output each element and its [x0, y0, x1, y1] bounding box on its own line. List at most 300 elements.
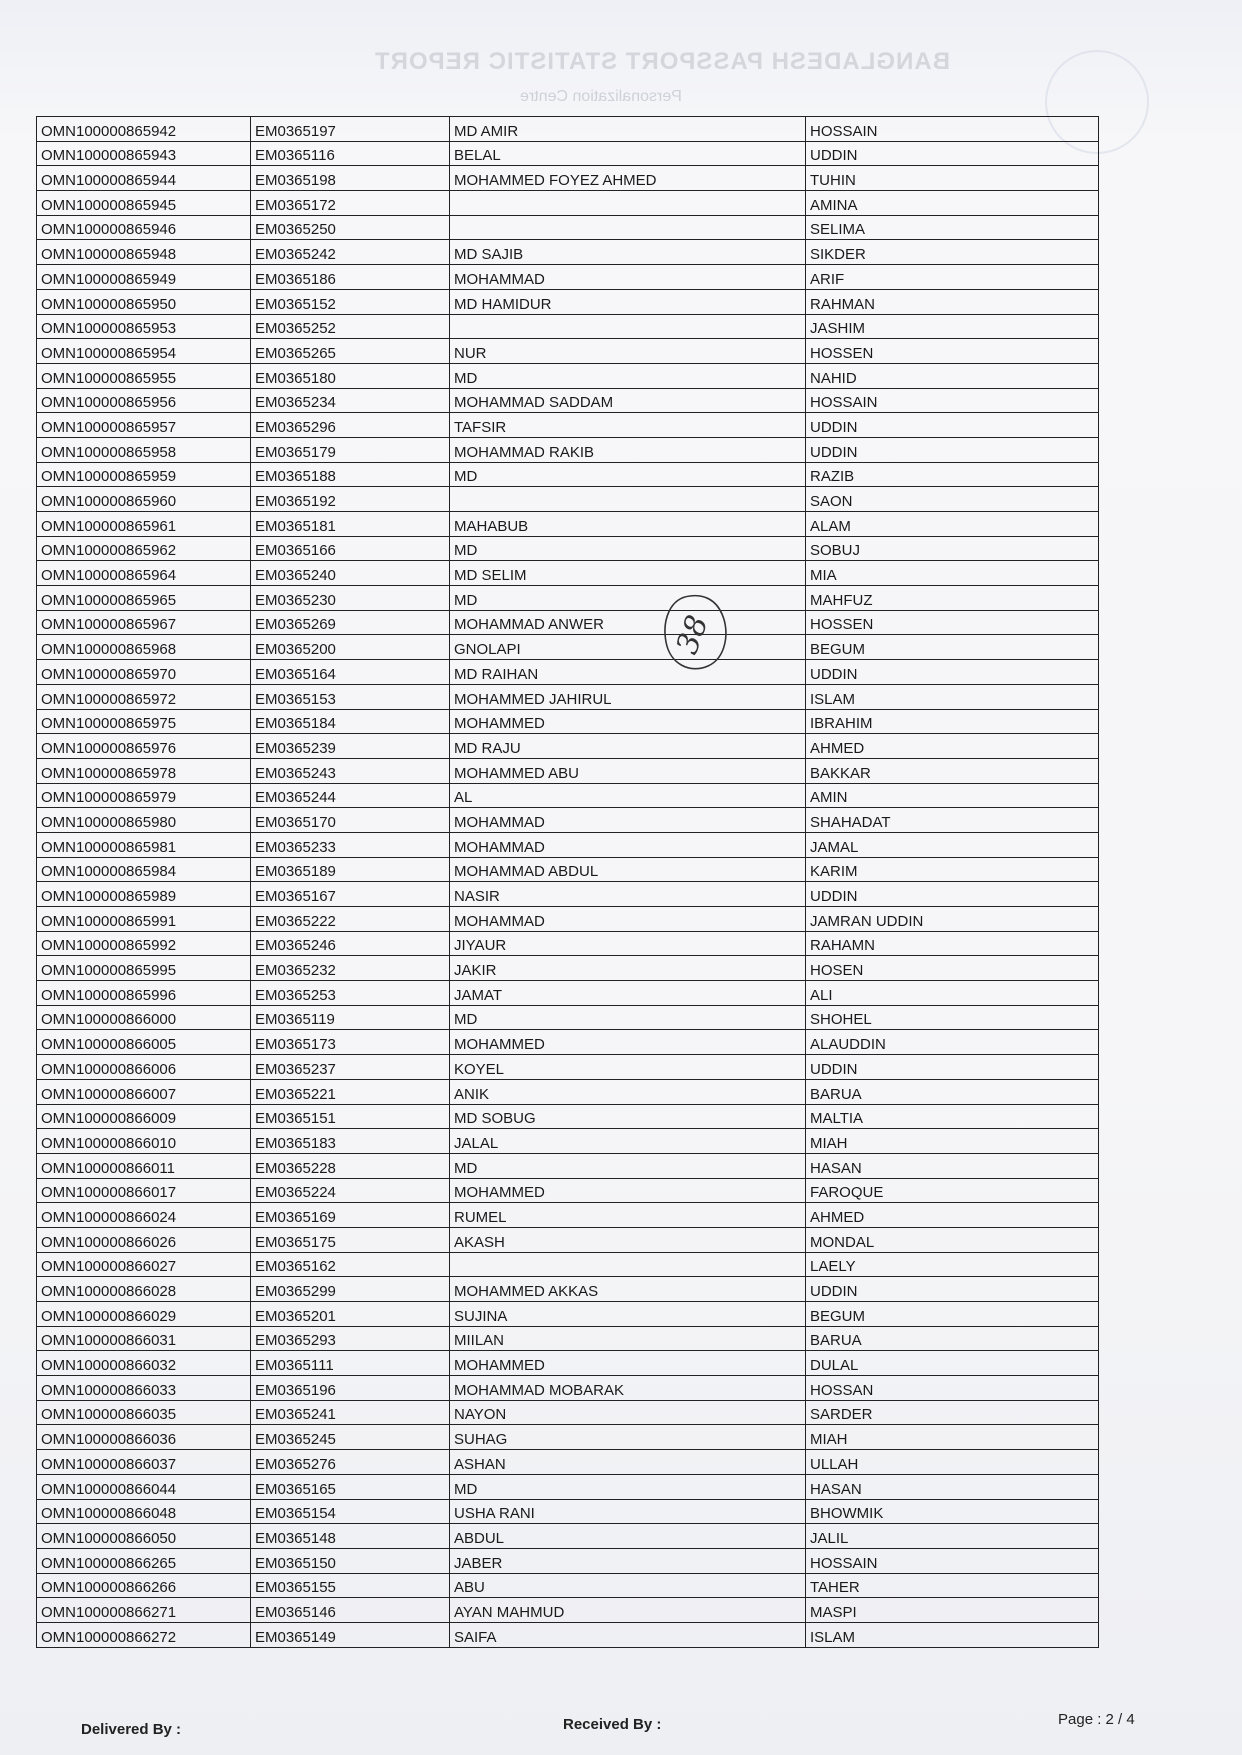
surname-cell: HOSEN [806, 956, 1099, 981]
given-name-cell: MD SAJIB [450, 240, 806, 265]
given-name-cell: JALAL [450, 1129, 806, 1154]
passport-number-cell: EM0365151 [251, 1104, 450, 1129]
passport-number-cell: EM0365222 [251, 907, 450, 932]
table-row [37, 487, 1099, 512]
table-row [37, 1178, 1099, 1203]
passport-number-cell: EM0365186 [251, 265, 450, 290]
given-name-cell: MD [450, 1474, 806, 1499]
table-row [37, 1055, 1099, 1080]
given-name-cell: BELAL [450, 141, 806, 166]
given-name-cell: MD [450, 536, 806, 561]
passport-number-cell: EM0365189 [251, 857, 450, 882]
surname-cell: HASAN [806, 1153, 1099, 1178]
given-name-cell: JIYAUR [450, 931, 806, 956]
passport-number-cell: EM0365243 [251, 758, 450, 783]
surname-cell: RAHMAN [806, 289, 1099, 314]
passport-number-cell: EM0365180 [251, 363, 450, 388]
records-table-body [37, 117, 1099, 1648]
surname-cell: BEGUM [806, 1302, 1099, 1327]
order-number-cell: OMN100000865956 [37, 388, 251, 413]
given-name-cell: AKASH [450, 1227, 806, 1252]
given-name-cell: MOHAMMED [450, 1178, 806, 1203]
given-name-cell: TAFSIR [450, 413, 806, 438]
passport-number-cell: EM0365198 [251, 166, 450, 191]
table-row [37, 1227, 1099, 1252]
passport-number-cell: EM0365165 [251, 1474, 450, 1499]
passport-number-cell: EM0365250 [251, 215, 450, 240]
surname-cell: AMIN [806, 783, 1099, 808]
received-by-label: Received By : [563, 1716, 662, 1733]
surname-cell: MASPI [806, 1598, 1099, 1623]
passport-number-cell: EM0365200 [251, 635, 450, 660]
passport-number-cell: EM0365148 [251, 1524, 450, 1549]
order-number-cell: OMN100000866007 [37, 1079, 251, 1104]
table-row [37, 166, 1099, 191]
given-name-cell: MOHAMMED AKKAS [450, 1277, 806, 1302]
table-row [37, 931, 1099, 956]
order-number-cell: OMN100000865984 [37, 857, 251, 882]
table-row [37, 117, 1099, 142]
table-row [37, 289, 1099, 314]
passport-number-cell: EM0365237 [251, 1055, 450, 1080]
surname-cell: BARUA [806, 1079, 1099, 1104]
given-name-cell: ANIK [450, 1079, 806, 1104]
table-row [37, 808, 1099, 833]
surname-cell: ISLAM [806, 684, 1099, 709]
given-name-cell: MOHAMMAD ABDUL [450, 857, 806, 882]
table-row [37, 388, 1099, 413]
surname-cell: MIAH [806, 1425, 1099, 1450]
given-name-cell: MOHAMMAD [450, 907, 806, 932]
order-number-cell: OMN100000866006 [37, 1055, 251, 1080]
order-number-cell: OMN100000866037 [37, 1450, 251, 1475]
passport-number-cell: EM0365269 [251, 610, 450, 635]
given-name-cell: SAIFA [450, 1622, 806, 1647]
surname-cell: HOSSAIN [806, 388, 1099, 413]
given-name-cell: MAHABUB [450, 512, 806, 537]
given-name-cell: MD RAIHAN [450, 660, 806, 685]
given-name-cell: MD [450, 363, 806, 388]
order-number-cell: OMN100000865967 [37, 610, 251, 635]
table-row [37, 734, 1099, 759]
passport-number-cell: EM0365253 [251, 981, 450, 1006]
page-number: Page : 2 / 4 [1058, 1711, 1135, 1728]
surname-cell: SIKDER [806, 240, 1099, 265]
passport-number-cell: EM0365230 [251, 586, 450, 611]
bleed-through-subtitle: Personalization Centre [520, 88, 682, 105]
order-number-cell: OMN100000866026 [37, 1227, 251, 1252]
order-number-cell: OMN100000865991 [37, 907, 251, 932]
table-row [37, 783, 1099, 808]
order-number-cell: OMN100000866010 [37, 1129, 251, 1154]
given-name-cell: MD SOBUG [450, 1104, 806, 1129]
order-number-cell: OMN100000865961 [37, 512, 251, 537]
passport-number-cell: EM0365179 [251, 437, 450, 462]
given-name-cell: MD HAMIDUR [450, 289, 806, 314]
passport-number-cell: EM0365245 [251, 1425, 450, 1450]
order-number-cell: OMN100000866272 [37, 1622, 251, 1647]
passport-number-cell: EM0365196 [251, 1376, 450, 1401]
given-name-cell [450, 191, 806, 216]
passport-number-cell: EM0365173 [251, 1030, 450, 1055]
given-name-cell: JABER [450, 1548, 806, 1573]
surname-cell: MAHFUZ [806, 586, 1099, 611]
surname-cell: SHAHADAT [806, 808, 1099, 833]
surname-cell: HOSSEN [806, 339, 1099, 364]
order-number-cell: OMN100000865978 [37, 758, 251, 783]
given-name-cell: MIILAN [450, 1326, 806, 1351]
order-number-cell: OMN100000866024 [37, 1203, 251, 1228]
table-row [37, 536, 1099, 561]
given-name-cell: MD [450, 462, 806, 487]
passport-number-cell: EM0365169 [251, 1203, 450, 1228]
order-number-cell: OMN100000866011 [37, 1153, 251, 1178]
passport-number-cell: EM0365224 [251, 1178, 450, 1203]
order-number-cell: OMN100000865970 [37, 660, 251, 685]
passport-number-cell: EM0365175 [251, 1227, 450, 1252]
order-number-cell: OMN100000865979 [37, 783, 251, 808]
given-name-cell: MOHAMMED JAHIRUL [450, 684, 806, 709]
table-row [37, 1030, 1099, 1055]
given-name-cell: GNOLAPI [450, 635, 806, 660]
given-name-cell: MOHAMMAD RAKIB [450, 437, 806, 462]
order-number-cell: OMN100000866029 [37, 1302, 251, 1327]
given-name-cell: JAMAT [450, 981, 806, 1006]
table-row [37, 191, 1099, 216]
order-number-cell: OMN100000866005 [37, 1030, 251, 1055]
order-number-cell: OMN100000866271 [37, 1598, 251, 1623]
surname-cell: ALI [806, 981, 1099, 1006]
given-name-cell: USHA RANI [450, 1499, 806, 1524]
surname-cell: HASAN [806, 1474, 1099, 1499]
passport-number-cell: EM0365155 [251, 1573, 450, 1598]
table-row [37, 1129, 1099, 1154]
table-row [37, 1376, 1099, 1401]
order-number-cell: OMN100000865996 [37, 981, 251, 1006]
order-number-cell: OMN100000866033 [37, 1376, 251, 1401]
order-number-cell: OMN100000865944 [37, 166, 251, 191]
given-name-cell: NAYON [450, 1400, 806, 1425]
surname-cell: MIAH [806, 1129, 1099, 1154]
table-row [37, 413, 1099, 438]
table-row [37, 1499, 1099, 1524]
order-number-cell: OMN100000866017 [37, 1178, 251, 1203]
given-name-cell: MOHAMMED [450, 1030, 806, 1055]
given-name-cell: MOHAMMAD [450, 832, 806, 857]
passport-number-cell: EM0365172 [251, 191, 450, 216]
table-row [37, 832, 1099, 857]
order-number-cell: OMN100000865980 [37, 808, 251, 833]
passport-number-cell: EM0365232 [251, 956, 450, 981]
passport-number-cell: EM0365242 [251, 240, 450, 265]
passport-number-cell: EM0365234 [251, 388, 450, 413]
order-number-cell: OMN100000866031 [37, 1326, 251, 1351]
given-name-cell: MD [450, 1153, 806, 1178]
surname-cell: AHMED [806, 1203, 1099, 1228]
table-row [37, 1548, 1099, 1573]
passport-number-cell: EM0365221 [251, 1079, 450, 1104]
given-name-cell: MOHAMMAD SADDAM [450, 388, 806, 413]
table-row [37, 1573, 1099, 1598]
passport-records-table [36, 116, 1099, 1648]
table-row [37, 1450, 1099, 1475]
surname-cell: HOSSEN [806, 610, 1099, 635]
passport-number-cell: EM0365150 [251, 1548, 450, 1573]
given-name-cell: MOHAMMED FOYEZ AHMED [450, 166, 806, 191]
passport-number-cell: EM0365246 [251, 931, 450, 956]
order-number-cell: OMN100000865954 [37, 339, 251, 364]
order-number-cell: OMN100000865989 [37, 882, 251, 907]
surname-cell: ALAM [806, 512, 1099, 537]
surname-cell: UDDIN [806, 1277, 1099, 1302]
given-name-cell: KOYEL [450, 1055, 806, 1080]
surname-cell: JAMRAN UDDIN [806, 907, 1099, 932]
surname-cell: UDDIN [806, 1055, 1099, 1080]
given-name-cell: SUJINA [450, 1302, 806, 1327]
table-row [37, 1425, 1099, 1450]
surname-cell: MIA [806, 561, 1099, 586]
given-name-cell: AL [450, 783, 806, 808]
passport-number-cell: EM0365162 [251, 1252, 450, 1277]
passport-number-cell: EM0365252 [251, 314, 450, 339]
passport-number-cell: EM0365228 [251, 1153, 450, 1178]
passport-number-cell: EM0365239 [251, 734, 450, 759]
table-row [37, 1277, 1099, 1302]
table-row [37, 1302, 1099, 1327]
order-number-cell: OMN100000865968 [37, 635, 251, 660]
order-number-cell: OMN100000866044 [37, 1474, 251, 1499]
given-name-cell: RUMEL [450, 1203, 806, 1228]
table-row [37, 1153, 1099, 1178]
surname-cell: JASHIM [806, 314, 1099, 339]
order-number-cell: OMN100000865948 [37, 240, 251, 265]
bleed-through-title: BANGLADESH PASSPORT STATISTIC REPORT [373, 48, 950, 75]
order-number-cell: OMN100000865992 [37, 931, 251, 956]
table-row [37, 240, 1099, 265]
passport-number-cell: EM0365188 [251, 462, 450, 487]
passport-number-cell: EM0365164 [251, 660, 450, 685]
passport-number-cell: EM0365153 [251, 684, 450, 709]
order-number-cell: OMN100000866265 [37, 1548, 251, 1573]
order-number-cell: OMN100000866048 [37, 1499, 251, 1524]
table-row [37, 956, 1099, 981]
order-number-cell: OMN100000865976 [37, 734, 251, 759]
passport-number-cell: EM0365192 [251, 487, 450, 512]
surname-cell: RAZIB [806, 462, 1099, 487]
order-number-cell: OMN100000866032 [37, 1351, 251, 1376]
order-number-cell: OMN100000865972 [37, 684, 251, 709]
given-name-cell: MOHAMMAD ANWER [450, 610, 806, 635]
surname-cell: UDDIN [806, 413, 1099, 438]
order-number-cell: OMN100000865965 [37, 586, 251, 611]
surname-cell: FAROQUE [806, 1178, 1099, 1203]
given-name-cell: MOHAMMED [450, 1351, 806, 1376]
table-row [37, 265, 1099, 290]
table-row [37, 462, 1099, 487]
table-row [37, 857, 1099, 882]
table-row [37, 586, 1099, 611]
given-name-cell: JAKIR [450, 956, 806, 981]
surname-cell: ALAUDDIN [806, 1030, 1099, 1055]
surname-cell: KARIM [806, 857, 1099, 882]
surname-cell: UDDIN [806, 141, 1099, 166]
surname-cell: SARDER [806, 1400, 1099, 1425]
order-number-cell: OMN100000865960 [37, 487, 251, 512]
surname-cell: SHOHEL [806, 1005, 1099, 1030]
passport-number-cell: EM0365296 [251, 413, 450, 438]
passport-number-cell: EM0365201 [251, 1302, 450, 1327]
delivered-by-label: Delivered By : [81, 1721, 182, 1738]
table-row [37, 215, 1099, 240]
passport-number-cell: EM0365244 [251, 783, 450, 808]
passport-number-cell: EM0365181 [251, 512, 450, 537]
order-number-cell: OMN100000866000 [37, 1005, 251, 1030]
passport-number-cell: EM0365293 [251, 1326, 450, 1351]
passport-number-cell: EM0365166 [251, 536, 450, 561]
surname-cell: BEGUM [806, 635, 1099, 660]
given-name-cell: NASIR [450, 882, 806, 907]
surname-cell: NAHID [806, 363, 1099, 388]
given-name-cell: MD AMIR [450, 117, 806, 142]
table-row [37, 1400, 1099, 1425]
given-name-cell: ASHAN [450, 1450, 806, 1475]
surname-cell: AHMED [806, 734, 1099, 759]
passport-number-cell: EM0365197 [251, 117, 450, 142]
passport-number-cell: EM0365240 [251, 561, 450, 586]
order-number-cell: OMN100000865943 [37, 141, 251, 166]
order-number-cell: OMN100000865946 [37, 215, 251, 240]
order-number-cell: OMN100000865975 [37, 709, 251, 734]
passport-number-cell: EM0365170 [251, 808, 450, 833]
table-row [37, 1203, 1099, 1228]
table-row [37, 882, 1099, 907]
surname-cell: HOSSAIN [806, 1548, 1099, 1573]
surname-cell: SELIMA [806, 215, 1099, 240]
surname-cell: IBRAHIM [806, 709, 1099, 734]
surname-cell: ULLAH [806, 1450, 1099, 1475]
surname-cell: BHOWMIK [806, 1499, 1099, 1524]
surname-cell: JAMAL [806, 832, 1099, 857]
order-number-cell: OMN100000866036 [37, 1425, 251, 1450]
surname-cell: DULAL [806, 1351, 1099, 1376]
passport-number-cell: EM0365241 [251, 1400, 450, 1425]
passport-number-cell: EM0365265 [251, 339, 450, 364]
given-name-cell [450, 487, 806, 512]
given-name-cell: MD RAJU [450, 734, 806, 759]
table-row [37, 758, 1099, 783]
order-number-cell: OMN100000865959 [37, 462, 251, 487]
order-number-cell: OMN100000865949 [37, 265, 251, 290]
given-name-cell: MOHAMMAD [450, 808, 806, 833]
surname-cell: UDDIN [806, 882, 1099, 907]
table-row [37, 339, 1099, 364]
surname-cell: UDDIN [806, 660, 1099, 685]
table-row [37, 635, 1099, 660]
passport-number-cell: EM0365111 [251, 1351, 450, 1376]
table-row [37, 1079, 1099, 1104]
given-name-cell: MOHAMMED [450, 709, 806, 734]
table-row [37, 561, 1099, 586]
passport-number-cell: EM0365167 [251, 882, 450, 907]
given-name-cell: MOHAMMAD [450, 265, 806, 290]
order-number-cell: OMN100000866035 [37, 1400, 251, 1425]
given-name-cell: MOHAMMAD MOBARAK [450, 1376, 806, 1401]
order-number-cell: OMN100000866028 [37, 1277, 251, 1302]
passport-number-cell: EM0365299 [251, 1277, 450, 1302]
order-number-cell: OMN100000866050 [37, 1524, 251, 1549]
passport-number-cell: EM0365183 [251, 1129, 450, 1154]
table-row [37, 709, 1099, 734]
surname-cell: ARIF [806, 265, 1099, 290]
surname-cell: ISLAM [806, 1622, 1099, 1647]
table-row [37, 1326, 1099, 1351]
order-number-cell: OMN100000865995 [37, 956, 251, 981]
given-name-cell: ABU [450, 1573, 806, 1598]
surname-cell: SOBUJ [806, 536, 1099, 561]
table-row [37, 512, 1099, 537]
given-name-cell: AYAN MAHMUD [450, 1598, 806, 1623]
order-number-cell: OMN100000865964 [37, 561, 251, 586]
given-name-cell: MOHAMMED ABU [450, 758, 806, 783]
given-name-cell [450, 314, 806, 339]
table-row [37, 610, 1099, 635]
order-number-cell: OMN100000865955 [37, 363, 251, 388]
given-name-cell: ABDUL [450, 1524, 806, 1549]
table-row [37, 1524, 1099, 1549]
order-number-cell: OMN100000866027 [37, 1252, 251, 1277]
passport-number-cell: EM0365184 [251, 709, 450, 734]
given-name-cell: SUHAG [450, 1425, 806, 1450]
passport-number-cell: EM0365152 [251, 289, 450, 314]
passport-number-cell: EM0365154 [251, 1499, 450, 1524]
table-row [37, 1005, 1099, 1030]
passport-number-cell: EM0365276 [251, 1450, 450, 1475]
table-row [37, 1622, 1099, 1647]
surname-cell: BARUA [806, 1326, 1099, 1351]
table-row [37, 684, 1099, 709]
order-number-cell: OMN100000865942 [37, 117, 251, 142]
passport-number-cell: EM0365146 [251, 1598, 450, 1623]
surname-cell: MALTIA [806, 1104, 1099, 1129]
surname-cell: TAHER [806, 1573, 1099, 1598]
table-row [37, 141, 1099, 166]
surname-cell: JALIL [806, 1524, 1099, 1549]
table-row [37, 981, 1099, 1006]
passport-number-cell: EM0365119 [251, 1005, 450, 1030]
order-number-cell: OMN100000865958 [37, 437, 251, 462]
order-number-cell: OMN100000866009 [37, 1104, 251, 1129]
surname-cell: MONDAL [806, 1227, 1099, 1252]
surname-cell: UDDIN [806, 437, 1099, 462]
given-name-cell [450, 215, 806, 240]
table-row [37, 1598, 1099, 1623]
given-name-cell: MD [450, 586, 806, 611]
order-number-cell: OMN100000865962 [37, 536, 251, 561]
table-row [37, 1104, 1099, 1129]
given-name-cell: MD SELIM [450, 561, 806, 586]
passport-number-cell: EM0365116 [251, 141, 450, 166]
order-number-cell: OMN100000865950 [37, 289, 251, 314]
passport-number-cell: EM0365233 [251, 832, 450, 857]
table-row [37, 363, 1099, 388]
surname-cell: HOSSAIN [806, 117, 1099, 142]
passport-number-cell: EM0365149 [251, 1622, 450, 1647]
surname-cell: TUHIN [806, 166, 1099, 191]
surname-cell: AMINA [806, 191, 1099, 216]
order-number-cell: OMN100000865953 [37, 314, 251, 339]
table-row [37, 1351, 1099, 1376]
surname-cell: LAELY [806, 1252, 1099, 1277]
